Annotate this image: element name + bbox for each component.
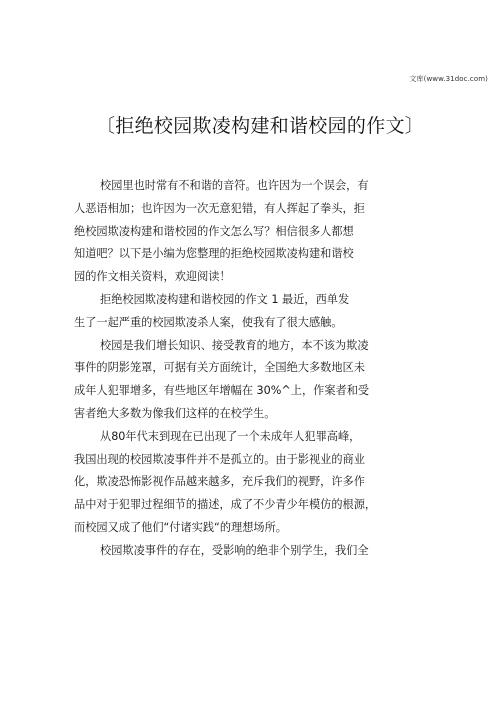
text-line: 园的作文相关资料，欢迎阅读！ <box>74 270 231 284</box>
document-title: 〔拒绝校园欺凌构建和谐校园的作文〕 <box>96 115 425 137</box>
text-line: 校园里也时常有不和谐的音符。也许因为一个误会，有 <box>100 179 369 192</box>
text-line: 事件的阴影笼罩，可据有关方面统计，全国绝大多数地区未 <box>74 361 365 375</box>
text-line: 我国出现的校园欺凌事件并不是孤立的。由于影视业的商业 <box>74 452 365 466</box>
text-line: 知道吧？以下是小编为您整理的拒绝校园欺凌构建和谐校 <box>74 247 354 261</box>
text-line: 拒绝校园欺凌构建和谐校园的作文 1 最近，西单发 <box>100 292 350 306</box>
text-line: 人恶语相加；也许因为一次无意犯错，有人挥起了拳头，拒 <box>74 201 365 215</box>
document-body <box>74 175 394 563</box>
text-line: 品中对于犯罪过程细节的描述，成了不少青少年模仿的根源， <box>74 498 377 512</box>
source-header: 文库(www.31doc.com) <box>409 75 488 83</box>
text-line: 生了一起严重的校园欺凌杀人案，使我有了很大感触。 <box>74 315 343 329</box>
text-line: 从80年代末到现在已出现了一个未成年人犯罪高峰， <box>100 429 361 443</box>
text-line: 成年人犯罪增多，有些地区年增幅在 30%^上，作案者和受 <box>74 384 370 398</box>
text-line: 害者绝大多数为像我们这样的在校学生。 <box>74 406 276 420</box>
text-line: 校园欺凌事件的存在，受影响的绝非个别学生，我们全 <box>100 543 369 557</box>
text-line: 化，欺凌恐怖影视作品越来越多，充斥我们的视野，许多作 <box>74 475 365 489</box>
text-line: 绝校园欺凌构建和谐校园的作文怎么写？相信很多人都想 <box>74 224 354 238</box>
text-line: 校园是我们增长知识、接受教育的地方，本不该为欺凌 <box>100 338 369 352</box>
text-line: 而校园又成了他们“付诸实践“的理想场所。 <box>74 520 287 534</box>
